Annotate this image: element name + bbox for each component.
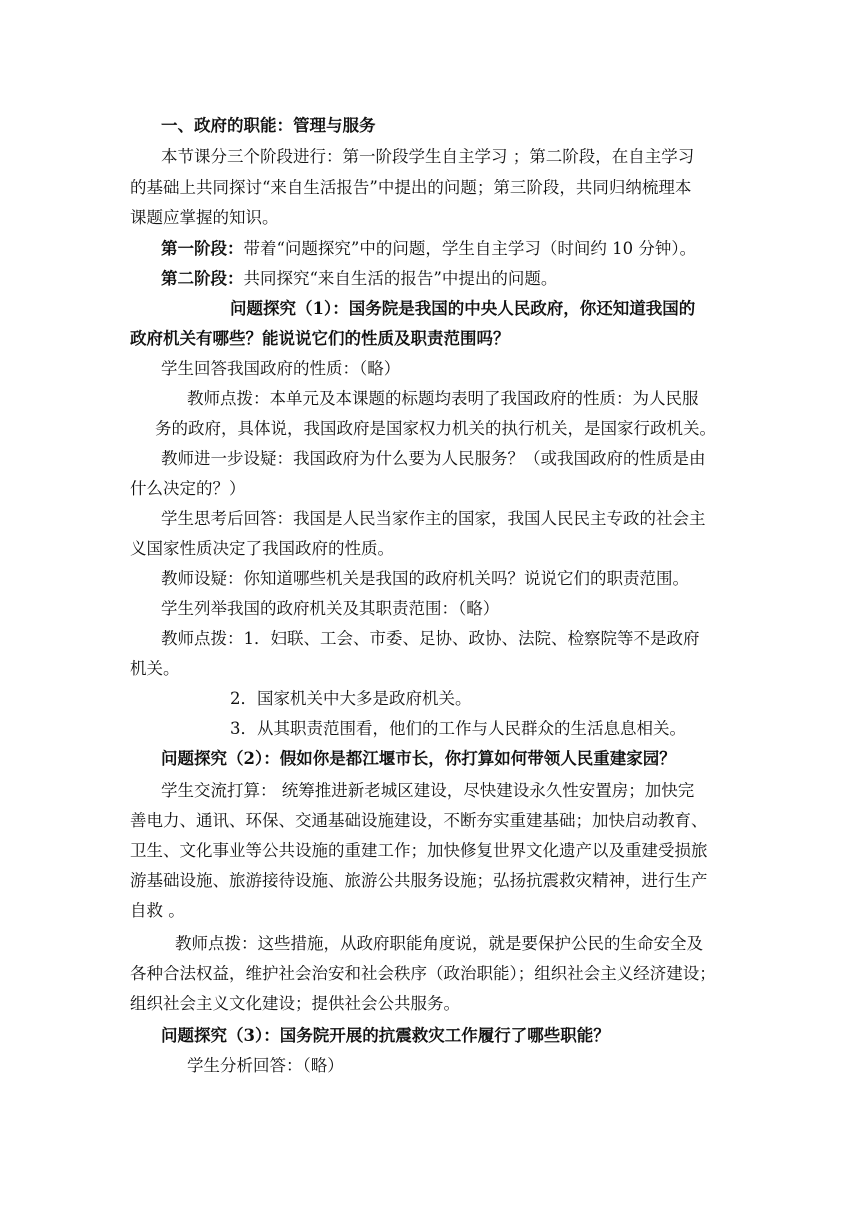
paragraph-9-line-2: 各种合法权益，维护社会治安和社会秩序（政治职能）；组织社会主义经济建设； [130, 964, 716, 983]
section-heading: 一、政府的职能：管理与服务 [161, 116, 376, 135]
stage1-paragraph [161, 238, 696, 260]
stage2-paragraph [161, 268, 557, 290]
paragraph-8-line-5: 自救 。 [130, 901, 185, 920]
paragraph-9-line-1: 教师点拨：这些措施，从政府职能角度说，就是要保护公民的生命安全及 [175, 934, 703, 953]
intro-line-3: 课题应掌握的知识。 [130, 208, 279, 227]
stage1-label: 第一阶段： [161, 239, 244, 258]
paragraph-7-item-3: 3．从其职责范围看，他们的工作与人民群众的生活息息相关。 [230, 719, 686, 738]
paragraph-2-line-1: 教师点拨：本单元及本课题的标题均表明了我国政府的性质：为人民服 [187, 389, 699, 408]
paragraph-1: 学生回答我国政府的性质：（略） [161, 359, 401, 378]
paragraph-7-line-2: 机关。 [130, 659, 180, 678]
paragraph-6: 学生列举我国的政府机关及其职责范围：（略） [161, 599, 500, 618]
paragraph-2-line-2: 务的政府，具体说，我国政府是国家权力机关的执行机关，是国家行政机关。 [155, 419, 716, 438]
question-1-line-1: 问题探究（1）：国务院是我国的中央人民政府，你还知道我国的 [230, 299, 696, 318]
paragraph-8-line-4: 游基础设施、旅游接待设施、旅游公共服务设施；弘扬抗震救灾精神，进行生产 [130, 871, 708, 890]
paragraph-5: 教师设疑：你知道哪些机关是我国的政府机关吗？说说它们的职责范围。 [161, 569, 689, 588]
paragraph-7-line-1: 教师点拨：1．妇联、工会、市委、足协、政协、法院、检察院等不是政府 [161, 629, 700, 648]
intro-line-1: 本节课分三个阶段进行：第一阶段学生自主学习 ；第二阶段，在自主学习 [161, 147, 695, 166]
question-3: 问题探究（3）：国务院开展的抗震救灾工作履行了哪些职能？ [161, 1026, 610, 1045]
stage2-label: 第二阶段： [161, 269, 244, 288]
paragraph-8-line-1: 学生交流打算： 统筹推进新老城区建设，尽快建设永久性安置房；加快完 [161, 781, 695, 800]
paragraph-3-line-2: 什么决定的？） [130, 479, 246, 498]
paragraph-9-line-3: 组织社会主义文化建设；提供社会公共服务。 [130, 994, 460, 1013]
paragraph-7-item-2: 2．国家机关中大多是政府机关。 [230, 689, 472, 708]
stage2-text: 共同探究“来自生活的报告”中提出的问题。 [243, 269, 558, 288]
paragraph-3-line-1: 教师进一步设疑：我国政府为什么要为人民服务？（或我国政府的性质是由 [161, 449, 706, 468]
question-1-line-2: 政府机关有哪些？能说说它们的性质及职责范围吗？ [130, 329, 510, 348]
paragraph-10: 学生分析回答：（略） [187, 1056, 344, 1075]
paragraph-8-line-3: 卫生、文化事业等公共设施的重建工作；加快修复世界文化遗产以及重建受损旅 [130, 841, 708, 860]
paragraph-4-line-2: 义国家性质决定了我国政府的性质。 [130, 539, 394, 558]
stage1-text: 带着“问题探究”中的问题，学生自主学习（时间约 10 分钟）。 [243, 239, 697, 258]
paragraph-4-line-1: 学生思考后回答：我国是人民当家作主的国家，我国人民民主专政的社会主 [161, 509, 706, 528]
question-2: 问题探究（2）：假如你是都江堰市长，你打算如何带领人民重建家园？ [161, 749, 676, 768]
intro-line-2: 的基础上共同探讨“来自生活报告”中提出的问题；第三阶段，共同归纳梳理本 [130, 178, 692, 197]
paragraph-8-line-2: 善电力、通讯、环保、交通基础设施建设，不断夯实重建基础；加快启动教育、 [130, 811, 708, 830]
